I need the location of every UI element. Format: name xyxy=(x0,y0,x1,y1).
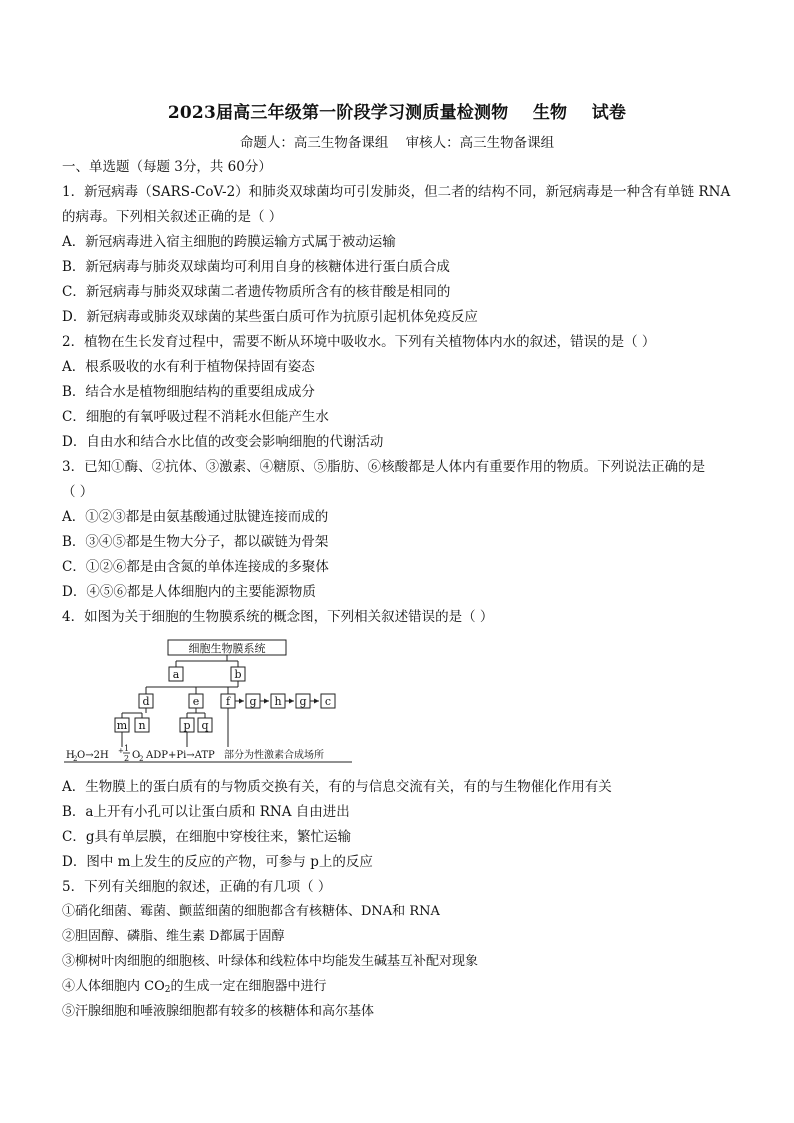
caption-atp: ADP+Pi→ATP xyxy=(146,750,215,761)
q5-item-1: ①硝化细菌、霉菌、颤蓝细菌的细胞都含有核糖体、DNA和 RNA xyxy=(62,904,440,919)
caption-water-h: H xyxy=(66,750,75,761)
svg-text:2: 2 xyxy=(139,755,144,763)
diagram-root-label: 细胞生物膜系统 xyxy=(188,642,266,655)
diagram-node-n: n xyxy=(138,719,146,732)
q5-item-4 xyxy=(62,978,327,999)
q5-item-4-start: ④人体细胞内 CO xyxy=(62,979,165,994)
diagram-node-b: b xyxy=(234,668,242,681)
diagram-node-q: q xyxy=(201,719,209,732)
q2-stem: 2．植物在生长发育过程中，需要不断从环境中吸收水。下列有关植物体内水的叙述，错误的是（ ） xyxy=(62,334,656,350)
q3-stem-line1: 3．已知①酶、②抗体、③激素、④糖原、⑤脂肪、⑥核酸都是人体内有重要作用的物质。下列说法正确的是 xyxy=(62,459,706,475)
q1-option-d: D．新冠病毒或肺炎双球菌的某些蛋白质可作为抗原引起机体免疫反应 xyxy=(62,309,478,325)
diagram-caption xyxy=(66,744,324,763)
q1-option-b: B．新冠病毒与肺炎双球菌均可利用自身的核糖体进行蛋白质合成 xyxy=(62,259,450,275)
q5-item-4-subscript: 2 xyxy=(164,985,171,995)
q1-option-a: A．新冠病毒进入宿主细胞的跨膜运输方式属于被动运输 xyxy=(62,234,396,250)
caption-frac-den: 2 xyxy=(124,754,130,763)
q5-stem: 5．下列有关细胞的叙述，正确的有几项（ ） xyxy=(62,879,332,895)
diagram-node-g: g xyxy=(249,695,257,708)
q5-item-3: ③柳树叶肉细胞的细胞核、叶绿体和线粒体中均能发生碱基互补配对现象 xyxy=(62,954,479,969)
caption-water-split: O→2H xyxy=(77,750,109,761)
q4-option-b: B．a上开有小孔可以让蛋白质和 RNA 自由进出 xyxy=(62,804,350,820)
diagram-node-p: p xyxy=(183,719,191,732)
diagram-node-a: a xyxy=(172,668,180,681)
q1-stem-line2: 的病毒。下列相关叙述正确的是（ ） xyxy=(62,209,283,225)
q4-option-d: D．图中 m上发生的反应的产物，可参与 p上的反应 xyxy=(62,854,373,870)
diagram-node-h: h xyxy=(274,695,282,708)
section-heading: 一、单选题（每题 3分，共 60分） xyxy=(62,159,272,175)
svg-text:2: 2 xyxy=(73,755,78,763)
diagram-node-e: e xyxy=(192,695,200,708)
biomembrane-concept-diagram xyxy=(62,637,352,769)
q1-option-c: C．新冠病毒与肺炎双球菌二者遗传物质所含有的核苷酸是相同的 xyxy=(62,284,451,300)
caption-frac-num: 1 xyxy=(124,744,130,753)
diagram-node-c: c xyxy=(324,695,332,708)
diagram-node-d: d xyxy=(142,695,150,708)
q3-option-c: C．①②⑥都是由含氮的单体连接成的多聚体 xyxy=(62,559,329,575)
q3-stem-line2: （ ） xyxy=(62,484,94,500)
q2-option-d: D．自由水和结合水比值的改变会影响细胞的代谢活动 xyxy=(62,434,384,450)
q2-option-b: B．结合水是植物细胞结构的重要组成成分 xyxy=(62,384,315,400)
q4-option-a: A．生物膜上的蛋白质有的与物质交换有关，有的与信息交流有关，有的与生物催化作用有关 xyxy=(62,779,612,795)
diagram-node-g2: g xyxy=(299,695,307,708)
q5-item-2: ②胆固醇、磷脂、维生素 D都属于固醇 xyxy=(62,929,285,944)
q3-option-b: B．③④⑤都是生物大分子，都以碳链为骨架 xyxy=(62,534,329,550)
q2-option-c: C．细胞的有氧呼吸过程不消耗水但能产生水 xyxy=(62,409,329,425)
q4-option-c: C．g具有单层膜，在细胞中穿梭往来，繁忙运输 xyxy=(62,829,351,845)
q3-option-d: D．④⑤⑥都是人体细胞内的主要能源物质 xyxy=(62,584,316,600)
q1-stem-line1: 1．新冠病毒（SARS-CoV-2）和肺炎双球菌均可引发肺炎，但二者的结构不同，新冠病毒是一种含有单链 RNA xyxy=(62,184,731,200)
diagram-node-f: f xyxy=(225,695,231,708)
q5-item-5: ⑤汗腺细胞和唾液腺细胞都有较多的核糖体和高尔基体 xyxy=(62,1004,375,1019)
exam-authors: 命题人：高三生物备课组 审核人：高三生物备课组 xyxy=(239,135,555,151)
q4-stem: 4．如图为关于细胞的生物膜系统的概念图，下列相关叙述错误的是（ ） xyxy=(62,609,494,625)
diagram-node-m: m xyxy=(116,719,128,732)
exam-title: 2023届高三年级第一阶段学习测质量检测物 生物 试卷 xyxy=(167,103,627,123)
q5-item-4-end: 的生成一定在细胞器中进行 xyxy=(170,979,327,994)
q2-option-a: A．根系吸收的水有利于植物保持固有姿态 xyxy=(62,359,315,375)
q3-option-a: A．①②③都是由氨基酸通过肽键连接而成的 xyxy=(62,509,329,525)
caption-plus: + xyxy=(118,747,124,755)
caption-hormone-site: 部分为性激素合成场所 xyxy=(224,750,324,761)
caption-o2: O xyxy=(132,750,141,761)
